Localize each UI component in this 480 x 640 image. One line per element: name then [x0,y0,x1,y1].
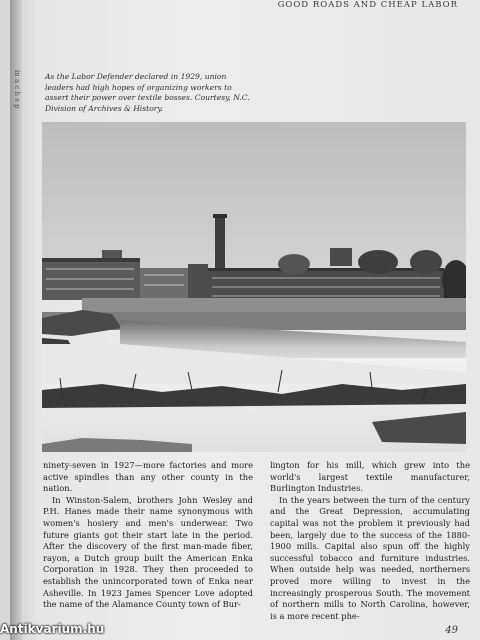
mill-photo [42,122,466,452]
watermark-logo: Antikvarium.hu [0,622,105,636]
body-paragraph: ninety-seven in 1927—more factories and more active spindles than any other county in the nation. [43,460,253,494]
gutter-text: in a c h s p [13,70,21,109]
body-paragraph: lington for his mill, which grew into the world's largest textile manufacturer, Burlington Industries. [270,460,470,494]
body-paragraph: In Winston-Salem, brothers John Wesley and P.H. Hanes made their name synonymous with women's hosiery and men's underwear. Two future giants got their start late in the period. After the discovery of the first man-made fiber, rayon, a Dutch group built the American Enka Corporation in 1928. They then proceeded to establish the unincorporated town of Enka near Asheville. In 1923 James Spencer Love adopted the name of the Alamance County town of Bur- [43,494,253,610]
body-column-left [43,460,253,611]
body-column-right [270,460,470,622]
photo-caption: As the Labor Defender declared in 1929, union leaders had high hopes of organizing workers to assert their power over textile bosses. Courtesy, N.C. Division of Archives & History. [45,72,250,113]
running-head: GOOD ROADS AND CHEAP LABOR [277,0,458,10]
page-number: 49 [445,625,458,636]
body-paragraph: In the years between the turn of the century and the Great Depression, accumulating capital was not the problem it previously had been, largely due to the success of the 1880-1900 mills. Capital also spun off the highly successful tobacco and furniture industries. When outside help was needed, northerners proved more willing to invest in the increasingly prosperous South. The movement of northern mills to North Carolina, however, is a more recent phe- [270,494,470,621]
book-page [10,0,480,640]
page-gutter [10,0,22,640]
